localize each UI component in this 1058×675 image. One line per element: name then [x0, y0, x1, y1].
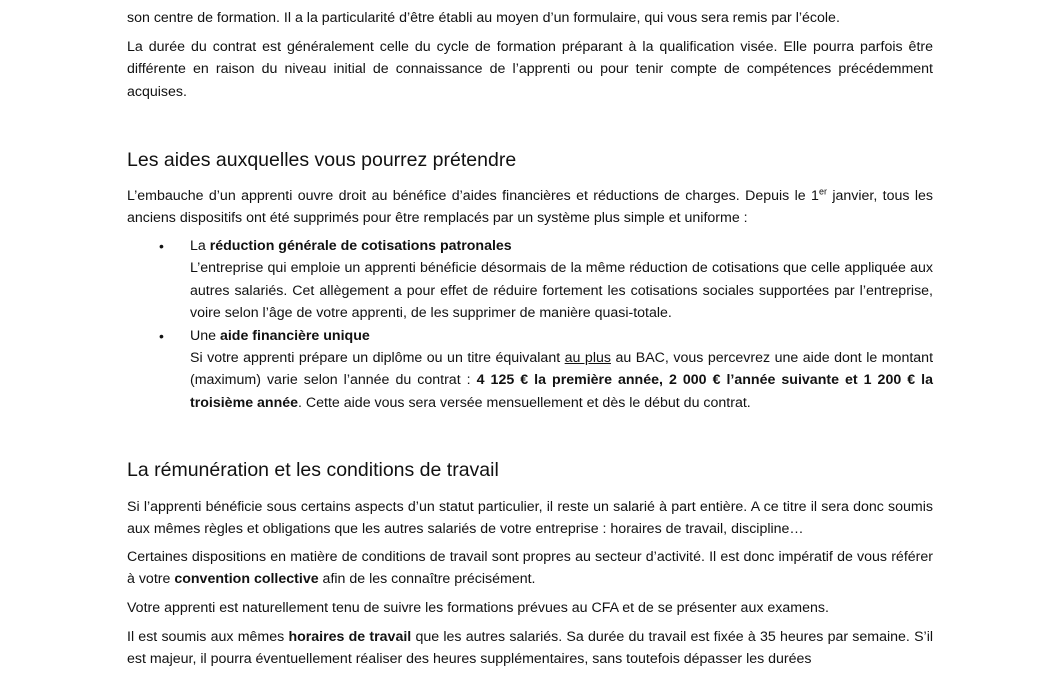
bullet-title-aide-unique [190, 325, 933, 347]
aides-intro-b: janvier, tous les anciens dispositifs ont été supprimés pour être remplacés par un système plus simple et uniforme : [127, 188, 933, 227]
b2-body-b: au BAC, vous percevrez une aide dont le montant (maximum) varie selon l’année du contrat : [190, 350, 934, 389]
b2-body-a: Si votre apprenti prépare un diplôme ou un titre équivalant [190, 350, 565, 367]
b2-body-amounts: 4 125 € la première année, 2 000 € l’année suivante et 1 200 € la troisième année [190, 372, 934, 411]
bullet-body-aide-unique [190, 347, 933, 414]
remu-p2-a: Certaines dispositions en matière de conditions de travail sont propres au secteur d’activité. Il est donc impératif de vous référer à votre [127, 549, 933, 588]
b2-prefix: Une [190, 327, 220, 344]
aides-intro-sup: er [818, 186, 827, 197]
bullet-dot: • [159, 327, 164, 344]
bullet-title-reduction [190, 235, 933, 257]
heading-aides: Les aides auxquelles vous pourrez prétendre [127, 149, 517, 171]
bullet-item-reduction [127, 235, 933, 325]
remu-p2-bold: convention collective [174, 571, 319, 588]
b1-prefix: La [190, 238, 210, 254]
paragraph-remu-1: Si l’apprenti bénéficie sous certains aspects d’un statut particulier, il reste un salarié à part entière. A ce titre il sera donc soumis aux mêmes règles et obligations que les autres salariés de votre entreprise : horaires de travail, discipline… [127, 499, 933, 538]
paragraph-aides-intro [127, 185, 933, 230]
aides-bullet-list [127, 235, 933, 414]
bullet-dot: • [159, 238, 164, 254]
b2-body-underline: au plus [564, 350, 611, 367]
paragraph-intro-line: son centre de formation. Il a la particularité d’être établi au moyen d’un formulaire, qui vous sera remis par l’école. [127, 10, 840, 26]
b1-title: réduction générale de cotisations patronales [209, 238, 512, 254]
paragraph-remu-3: Votre apprenti est naturellement tenu de suivre les formations prévues au CFA et de se présenter aux examens. [127, 600, 829, 616]
aides-intro-a: L’embauche d’un apprenti ouvre droit au bénéfice d’aides financières et réductions de charges. Depuis le 1 [127, 188, 819, 204]
bullet-body-reduction: L’entreprise qui emploie un apprenti bénéficie désormais de la même réduction de cotisations que celle appliquée aux autres salariés. Cet allègement a pour effet de réduire fortement les cotisations sociales supportées par l’entreprise, voire selon l’âge de votre apprenti, de les supprimer de manière quasi-totale. [190, 260, 933, 322]
heading-remuneration: La rémunération et les conditions de travail [127, 459, 499, 481]
paragraph-remu-2 [127, 546, 933, 591]
remu-p2-b: afin de les connaître précisément. [318, 571, 536, 588]
paragraph-remu-4 [127, 626, 933, 671]
b2-body-c: . Cette aide vous sera versée mensuellement et dès le début du contrat. [298, 394, 751, 411]
remu-p4-a: Il est soumis aux mêmes [127, 629, 289, 645]
b2-title: aide financière unique [219, 327, 370, 344]
remu-p4-bold: horaires de travail [288, 629, 412, 645]
bullet-item-aide-unique [127, 325, 933, 415]
paragraph-duree: La durée du contrat est généralement celle du cycle de formation préparant à la qualification visée. Elle pourra parfois être différente en raison du niveau initial de connaissance de l’apprenti ou pour tenir compte de compétences précédemment acquises. [127, 39, 933, 100]
remu-p4-b: que les autres salariés. Sa durée du travail est fixée à 35 heures par semaine. S’il est majeur, il pourra éventuellement réaliser des heures supplémentaires, sans toutefois dépasser les durées [127, 629, 933, 668]
